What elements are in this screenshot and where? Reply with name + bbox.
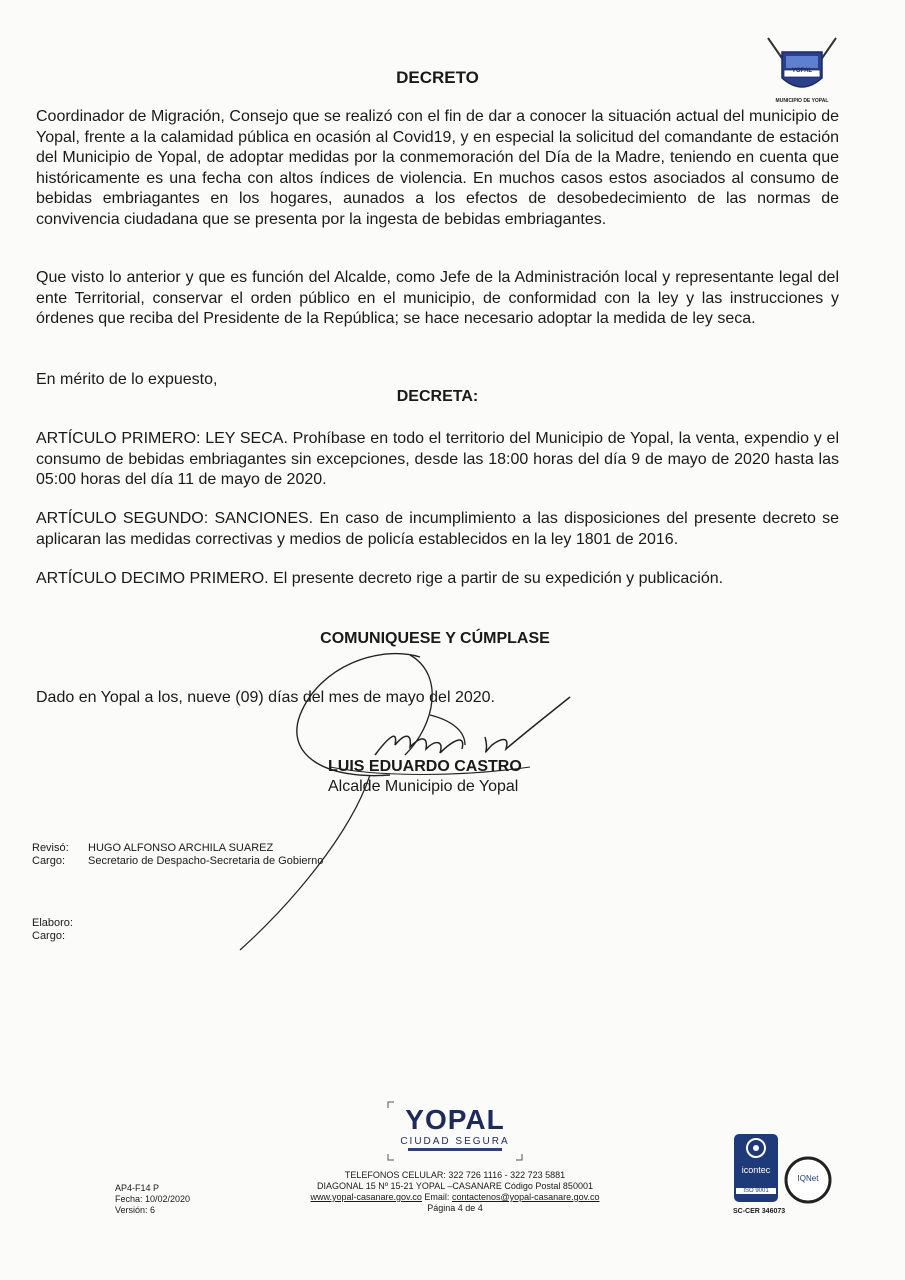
contact-phones: TELEFONOS CELULAR: 322 726 1116 - 322 723 5881 [344,1170,566,1180]
article-eleventh: ARTÍCULO DECIMO PRIMERO. El presente decreto rige a partir de su expedición y publicación. [36,570,724,587]
cargo-label: Cargo: [32,855,66,867]
merito-text: En mérito de lo expuesto, [36,371,218,388]
shield-caption: MUNICIPIO DE YOPAL [775,98,829,104]
contact-address: DIAGONAL 15 Nº 15-21 YOPAL –CASANARE Código Postal 850001 [317,1181,593,1191]
cargo2-label: Cargo: [32,930,66,942]
form-code: AP4-F14 P [115,1183,160,1193]
page-number: Página 4 de 4 [427,1203,483,1213]
certificate-code: SC-CER 346073 [733,1208,786,1215]
cargo-value: Secretario de Despacho-Secretaria de Gobierno [88,855,324,867]
reviso-label: Revisó: [32,842,69,854]
comuniquese-heading: COMUNIQUESE Y CÚMPLASE [320,630,550,647]
decreta-heading: DECRETA: [396,388,479,405]
article-second: ARTÍCULO SEGUNDO: SANCIONES. En caso de incumplimiento a las disposiciones del presente decreto se aplicaran las medidas correctivas y medios de policía establecidos en la ley 1801 de 2016. [36,510,839,548]
form-version: Versión: 6 [115,1205,156,1215]
icontec-label: icontec [741,1165,771,1175]
handwritten-signature [230,645,590,955]
dado-text: Dado en Yopal a los, nueve (09) días del mes de mayo del 2020. [36,689,495,706]
reviso-value: HUGO ALFONSO ARCHILA SUAREZ [88,842,274,854]
email-label: Email: [424,1192,450,1202]
iqnet-label: IQNet [797,1174,819,1183]
iso-label: ISO 9001 [736,1188,776,1194]
website-link[interactable]: www.yopal-casanare.gov.co [310,1192,422,1202]
paragraph-context: Coordinador de Migración, Consejo que se realizó con el fin de dar a conocer la situación actual del municipio de Yopal, frente a la calamidad pública en ocasión al Covid19, y en especial la solicitud del comandante de estación del Municipio de Yopal, de adoptar medidas por la conmemoración del Día de la Madre, teniendo en cuenta que históricamente es una fecha con altos índices de violencia. En muchos casos estos asociados al consumo de bebidas embriagantes en los hogares, aunados a los efectos de desobedecimiento de las normas de convivencia ciudadana que se presenta por la ingesta de bebidas embriagantes. [36,108,839,228]
shield-banner: YOPAL [791,68,813,74]
contact-web-email [250,1192,660,1203]
form-date: Fecha: 10/02/2020 [115,1194,191,1204]
elaboro-label: Elaboro: [32,917,73,929]
paragraph-considerations: Que visto lo anterior y que es función del Alcalde, como Jefe de la Administración local y representante legal del ente Territorial, conservar el orden público en el municipio, de conformidad con la ley y las instrucciones y órdenes que reciba del Presidente de la República; se hace necesario adoptar la medida de ley seca. [36,269,839,327]
footer-logo-subtitle: CIUDAD SEGURA [400,1136,510,1147]
email-link[interactable]: contactenos@yopal-casanare.gov.co [451,1192,600,1202]
signer-name: LUIS EDUARDO CASTRO [328,758,522,775]
footer-logo-text: YOPAL [405,1104,505,1135]
document-title: DECRETO [396,68,479,87]
signer-role: Alcalde Municipio de Yopal [328,778,519,795]
article-first: ARTÍCULO PRIMERO: LEY SECA. Prohíbase en todo el territorio del Municipio de Yopal, la venta, expendio y el consumo de bebidas embriagantes sin excepciones, desde las 18:00 horas del día 9 de mayo de 2020 hasta las 05:00 horas del día 11 de mayo de 2020. [36,430,839,488]
